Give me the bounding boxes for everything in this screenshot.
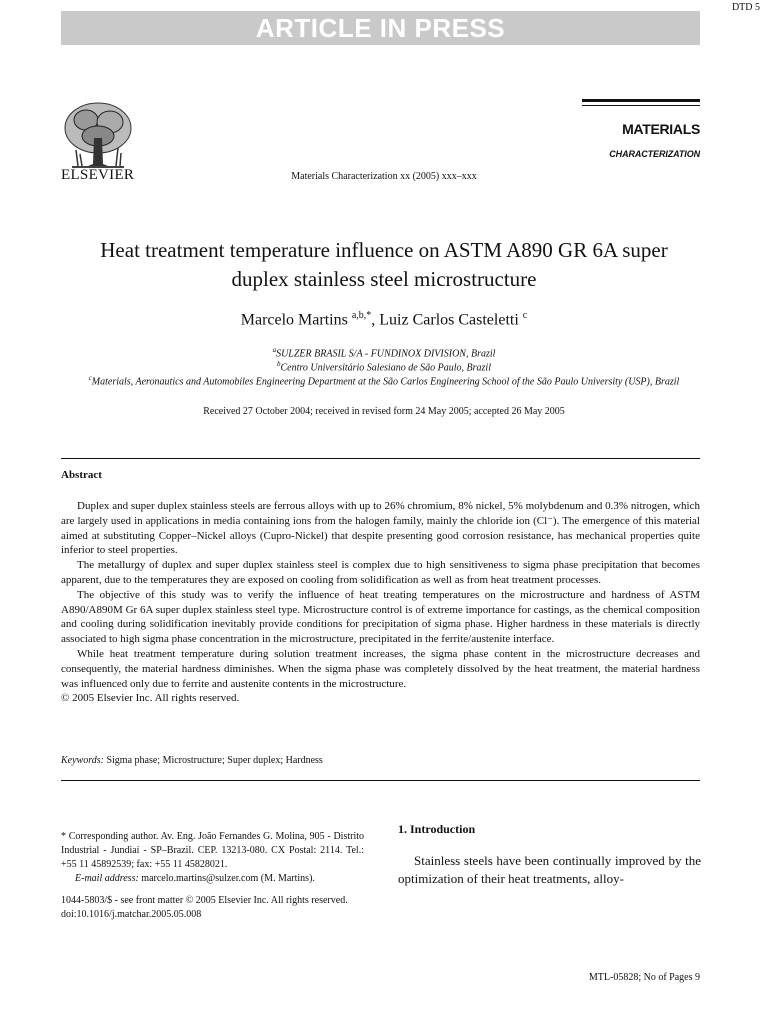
article-title (40, 236, 728, 294)
introduction-paragraph: Stainless steels have been continually improved by the optimization of their heat treatments, alloy- (398, 853, 701, 886)
journal-logo-rule-thin (582, 105, 700, 106)
article-in-press-banner: ARTICLE IN PRESS (61, 11, 700, 45)
journal-logo-rule-thick (582, 99, 700, 102)
author-affiliation-marks: c (522, 310, 528, 321)
affiliation-c (40, 372, 728, 388)
article-title-line1: Heat treatment temperature influence on ASTM A890 GR 6A super (100, 238, 668, 262)
corresponding-author-footnote (61, 830, 364, 886)
email-address[interactable]: marcelo.martins@sulzer.com (M. Martins). (141, 873, 315, 884)
keywords-label: Keywords: (61, 755, 104, 766)
keywords-list: Sigma phase; Microstructure; Super duplex; Hardness (106, 755, 323, 766)
affiliation-text: SULZER BRASIL S/A - FUNDINOX DIVISION, Brazil (276, 348, 496, 360)
abstract-paragraph: While heat treatment temperature during solution treatment increases, the sigma phase content in the microstructure decreases and consequently, the material hardness diminishes. When the sigma phase was completely dissolved by the heat treatment, the material hardness was influenced only due to ferrite and austenite contents in the microstructure. (61, 647, 700, 690)
journal-logo (582, 99, 700, 169)
affiliation-text: Materials, Aeronautics and Automobiles Engineering Department at the São Carlos Engineering School of the São Paulo University (USP), Brazil (91, 376, 680, 388)
abstract-heading: Abstract (61, 469, 102, 481)
abstract-bottom-rule (61, 780, 700, 781)
journal-reference: Materials Characterization xx (2005) xxx–xxx (291, 171, 477, 182)
abstract-paragraph: The objective of this study was to verify the influence of heat treating temperatures on the microstructure and hardness of ASTM A890/A890M Gr 6A super duplex stainless steel type. Microstructure control is of extreme importance for castings, as the chemical composition and cooling during solidification inevitably provide conditions for precipitation of sigma phase. Higher hardness in these materials is directly associated to high sigma phase concentration in the microstructure, precipitated in the ferrite/austenite interface. (61, 588, 700, 646)
journal-logo-subtitle: CHARACTERIZATION (609, 149, 700, 159)
affiliation-mark: a (272, 346, 277, 354)
affiliation-mark: c (88, 374, 92, 382)
document-type-label: DTD 5 (731, 2, 760, 13)
affiliation-mark: b (277, 360, 281, 368)
received-dates: Received 27 October 2004; received in revised form 24 May 2005; accepted 26 May 2005 (203, 406, 565, 417)
author-name: Marcelo Martins (240, 311, 348, 329)
author-affiliation-marks: a,b,* (351, 310, 372, 321)
doi[interactable]: doi:10.1016/j.matchar.2005.05.008 (61, 909, 202, 920)
abstract-paragraph: Duplex and super duplex stainless steels are ferrous alloys with up to 26% chromium, 8% nickel, 5% molybdenum and 0.3% nitrogen, which are largely used in applications in media containing ions from the halogen family, mainly the chloride ion (Cl⁻). The emergence of this material aimed at substituting Copper–Nickel alloys (Cupro-Nickel) that despite presenting good corrosion resistance, has mechanical properties quite inferior to steel properties. (61, 500, 700, 557)
abstract-body (61, 499, 700, 706)
publisher-name: ELSEVIER (61, 167, 135, 183)
abstract-paragraph: The metallurgy of duplex and super duplex stainless steel is complex due to high sensitiveness to sigma phase precipitation that becomes apparent, due to the temperatures they are exposed on cooling from solidification as well as from heat treatment processes. (61, 559, 700, 586)
corresponding-author-text: * Corresponding author. Av. Eng. João Fernandes G. Molina, 905 - Distrito Industrial - Jundiaí - SP–Brazil. CEP. 13213-080. CX Postal: 2114. Tel.: +55 11 45892539; fax: +55 11 45828021. (61, 831, 364, 870)
author-list (0, 310, 768, 329)
introduction-text (398, 852, 701, 888)
abstract-top-rule (61, 458, 700, 459)
copyright-line: © 2005 Elsevier Inc. All rights reserved. (61, 692, 240, 705)
affiliation-text: Centro Universitário Salesiano de São Paulo, Brazil (280, 362, 491, 374)
front-matter-issn: 1044-5803/$ - see front matter © 2005 Elsevier Inc. All rights reserved. (61, 895, 348, 906)
author-separator: , (371, 311, 380, 329)
email-label: E-mail address: (75, 873, 139, 884)
page-footer: MTL-05828; No of Pages 9 (588, 972, 700, 983)
journal-logo-title: MATERIALS (622, 121, 700, 137)
keywords (61, 755, 323, 766)
email-line (61, 872, 364, 886)
author-name: Luiz Carlos Casteletti (379, 311, 519, 329)
article-title-line2: duplex stainless steel microstructure (231, 267, 537, 291)
front-matter (61, 894, 401, 922)
introduction-heading: 1. Introduction (398, 822, 476, 836)
